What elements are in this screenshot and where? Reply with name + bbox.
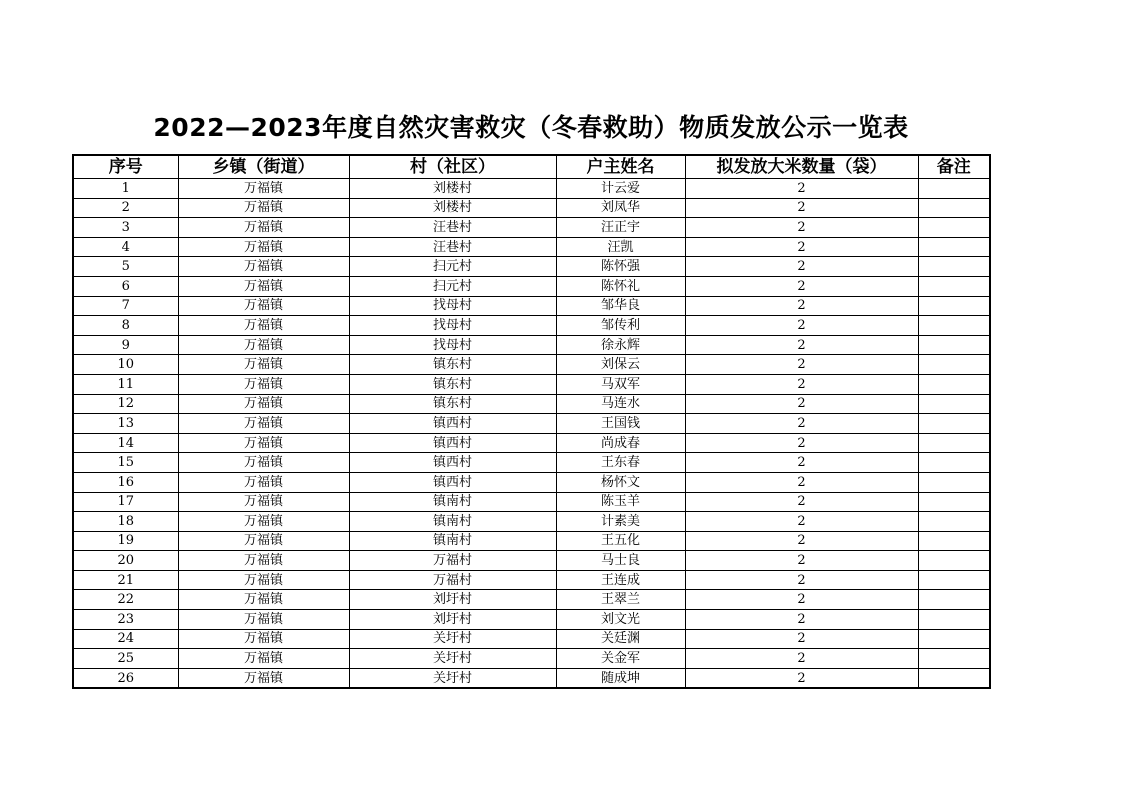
cell-householder: 王国钱 [556, 414, 685, 434]
cell-serial: 25 [73, 649, 178, 669]
cell-township: 万福镇 [178, 296, 349, 316]
cell-township: 万福镇 [178, 551, 349, 571]
cell-township: 万福镇 [178, 414, 349, 434]
table-row [73, 179, 990, 199]
cell-village: 镇东村 [349, 374, 556, 394]
cell-remarks [918, 453, 990, 473]
cell-rice-quantity: 2 [685, 472, 918, 492]
table-row [73, 531, 990, 551]
cell-township: 万福镇 [178, 218, 349, 238]
cell-village: 扫元村 [349, 257, 556, 277]
cell-remarks [918, 610, 990, 630]
cell-householder: 邹华良 [556, 296, 685, 316]
cell-village: 刘圩村 [349, 610, 556, 630]
table-row [73, 316, 990, 336]
cell-rice-quantity: 2 [685, 668, 918, 688]
cell-householder: 陈怀礼 [556, 276, 685, 296]
cell-rice-quantity: 2 [685, 551, 918, 571]
cell-township: 万福镇 [178, 531, 349, 551]
table-row [73, 394, 990, 414]
cell-rice-quantity: 2 [685, 394, 918, 414]
cell-householder: 关廷渊 [556, 629, 685, 649]
cell-remarks [918, 296, 990, 316]
cell-serial: 13 [73, 414, 178, 434]
cell-remarks [918, 668, 990, 688]
cell-householder: 刘保云 [556, 355, 685, 375]
cell-village: 镇东村 [349, 394, 556, 414]
cell-householder: 王连成 [556, 570, 685, 590]
cell-village: 镇西村 [349, 472, 556, 492]
cell-householder: 汪凯 [556, 237, 685, 257]
cell-township: 万福镇 [178, 668, 349, 688]
cell-township: 万福镇 [178, 453, 349, 473]
cell-rice-quantity: 2 [685, 316, 918, 336]
cell-serial: 19 [73, 531, 178, 551]
table-row [73, 257, 990, 277]
cell-village: 镇东村 [349, 355, 556, 375]
cell-householder: 关金军 [556, 649, 685, 669]
cell-remarks [918, 257, 990, 277]
cell-rice-quantity: 2 [685, 296, 918, 316]
cell-village: 刘圩村 [349, 590, 556, 610]
cell-village: 镇南村 [349, 531, 556, 551]
table-row [73, 649, 990, 669]
table-row [73, 570, 990, 590]
cell-householder: 随成坤 [556, 668, 685, 688]
cell-township: 万福镇 [178, 472, 349, 492]
table-row [73, 492, 990, 512]
cell-householder: 计素美 [556, 512, 685, 532]
table-row [73, 355, 990, 375]
table-row [73, 335, 990, 355]
cell-rice-quantity: 2 [685, 257, 918, 277]
table-body [73, 179, 990, 689]
table-row [73, 551, 990, 571]
cell-village: 找母村 [349, 296, 556, 316]
cell-remarks [918, 551, 990, 571]
cell-village: 关圩村 [349, 629, 556, 649]
cell-village: 镇西村 [349, 433, 556, 453]
page-title: 2022—2023年度自然灾害救灾（冬春救助）物质发放公示一览表 [153, 113, 909, 142]
cell-rice-quantity: 2 [685, 610, 918, 630]
cell-serial: 8 [73, 316, 178, 336]
cell-township: 万福镇 [178, 610, 349, 630]
cell-serial: 20 [73, 551, 178, 571]
cell-township: 万福镇 [178, 257, 349, 277]
distribution-table [72, 154, 991, 689]
table-row [73, 414, 990, 434]
cell-serial: 17 [73, 492, 178, 512]
header-serial: 序号 [73, 155, 178, 179]
cell-householder: 陈玉羊 [556, 492, 685, 512]
cell-remarks [918, 355, 990, 375]
cell-village: 镇西村 [349, 414, 556, 434]
cell-village: 扫元村 [349, 276, 556, 296]
cell-serial: 22 [73, 590, 178, 610]
cell-householder: 邹传利 [556, 316, 685, 336]
cell-township: 万福镇 [178, 355, 349, 375]
cell-village: 镇南村 [349, 512, 556, 532]
cell-remarks [918, 198, 990, 218]
cell-householder: 刘凤华 [556, 198, 685, 218]
cell-remarks [918, 590, 990, 610]
cell-serial: 12 [73, 394, 178, 414]
cell-village: 万福村 [349, 551, 556, 571]
cell-rice-quantity: 2 [685, 570, 918, 590]
cell-serial: 6 [73, 276, 178, 296]
cell-village: 汪巷村 [349, 218, 556, 238]
cell-remarks [918, 335, 990, 355]
cell-remarks [918, 218, 990, 238]
cell-rice-quantity: 2 [685, 276, 918, 296]
table-row [73, 472, 990, 492]
table-row [73, 629, 990, 649]
cell-rice-quantity: 2 [685, 492, 918, 512]
header-householder: 户主姓名 [556, 155, 685, 179]
header-township: 乡镇（街道） [178, 155, 349, 179]
cell-householder: 陈怀强 [556, 257, 685, 277]
cell-remarks [918, 374, 990, 394]
table-header-row [73, 155, 990, 179]
cell-householder: 杨怀文 [556, 472, 685, 492]
cell-householder: 王五化 [556, 531, 685, 551]
cell-householder: 王翠兰 [556, 590, 685, 610]
cell-serial: 23 [73, 610, 178, 630]
cell-remarks [918, 316, 990, 336]
cell-rice-quantity: 2 [685, 414, 918, 434]
cell-village: 镇南村 [349, 492, 556, 512]
cell-rice-quantity: 2 [685, 218, 918, 238]
cell-village: 刘楼村 [349, 179, 556, 199]
cell-remarks [918, 414, 990, 434]
cell-serial: 5 [73, 257, 178, 277]
cell-township: 万福镇 [178, 394, 349, 414]
cell-rice-quantity: 2 [685, 355, 918, 375]
table-row [73, 668, 990, 688]
cell-village: 找母村 [349, 335, 556, 355]
cell-householder: 徐永辉 [556, 335, 685, 355]
cell-village: 刘楼村 [349, 198, 556, 218]
cell-householder: 马双军 [556, 374, 685, 394]
cell-remarks [918, 179, 990, 199]
cell-township: 万福镇 [178, 512, 349, 532]
cell-remarks [918, 237, 990, 257]
table-row [73, 590, 990, 610]
cell-serial: 2 [73, 198, 178, 218]
cell-rice-quantity: 2 [685, 649, 918, 669]
cell-householder: 马士良 [556, 551, 685, 571]
cell-township: 万福镇 [178, 492, 349, 512]
header-remarks: 备注 [918, 155, 990, 179]
cell-township: 万福镇 [178, 649, 349, 669]
cell-remarks [918, 492, 990, 512]
cell-remarks [918, 472, 990, 492]
cell-village: 关圩村 [349, 668, 556, 688]
table-row [73, 237, 990, 257]
cell-rice-quantity: 2 [685, 179, 918, 199]
cell-serial: 21 [73, 570, 178, 590]
cell-serial: 1 [73, 179, 178, 199]
cell-village: 镇西村 [349, 453, 556, 473]
cell-rice-quantity: 2 [685, 453, 918, 473]
table-row [73, 453, 990, 473]
cell-serial: 24 [73, 629, 178, 649]
cell-township: 万福镇 [178, 335, 349, 355]
cell-village: 找母村 [349, 316, 556, 336]
table-row [73, 218, 990, 238]
table-row [73, 433, 990, 453]
cell-rice-quantity: 2 [685, 629, 918, 649]
cell-householder: 计云爱 [556, 179, 685, 199]
table-row [73, 610, 990, 630]
cell-serial: 10 [73, 355, 178, 375]
cell-householder: 王东春 [556, 453, 685, 473]
cell-serial: 26 [73, 668, 178, 688]
cell-remarks [918, 433, 990, 453]
table-row [73, 512, 990, 532]
cell-serial: 3 [73, 218, 178, 238]
cell-rice-quantity: 2 [685, 433, 918, 453]
cell-village: 汪巷村 [349, 237, 556, 257]
cell-rice-quantity: 2 [685, 374, 918, 394]
cell-township: 万福镇 [178, 179, 349, 199]
cell-township: 万福镇 [178, 316, 349, 336]
cell-rice-quantity: 2 [685, 590, 918, 610]
cell-serial: 9 [73, 335, 178, 355]
cell-township: 万福镇 [178, 374, 349, 394]
cell-serial: 14 [73, 433, 178, 453]
table-row [73, 198, 990, 218]
cell-remarks [918, 570, 990, 590]
cell-rice-quantity: 2 [685, 198, 918, 218]
cell-householder: 马连水 [556, 394, 685, 414]
cell-serial: 11 [73, 374, 178, 394]
cell-remarks [918, 629, 990, 649]
table-row [73, 296, 990, 316]
cell-rice-quantity: 2 [685, 531, 918, 551]
cell-rice-quantity: 2 [685, 512, 918, 532]
cell-village: 关圩村 [349, 649, 556, 669]
cell-township: 万福镇 [178, 198, 349, 218]
cell-remarks [918, 394, 990, 414]
cell-township: 万福镇 [178, 629, 349, 649]
cell-remarks [918, 531, 990, 551]
header-village: 村（社区） [349, 155, 556, 179]
cell-serial: 15 [73, 453, 178, 473]
cell-serial: 18 [73, 512, 178, 532]
cell-householder: 刘文光 [556, 610, 685, 630]
cell-remarks [918, 512, 990, 532]
table-row [73, 276, 990, 296]
cell-township: 万福镇 [178, 237, 349, 257]
cell-householder: 尚成春 [556, 433, 685, 453]
cell-serial: 4 [73, 237, 178, 257]
cell-village: 万福村 [349, 570, 556, 590]
cell-township: 万福镇 [178, 276, 349, 296]
cell-serial: 16 [73, 472, 178, 492]
cell-remarks [918, 276, 990, 296]
cell-township: 万福镇 [178, 433, 349, 453]
header-rice-quantity: 拟发放大米数量（袋） [685, 155, 918, 179]
cell-serial: 7 [73, 296, 178, 316]
cell-householder: 汪正宇 [556, 218, 685, 238]
cell-township: 万福镇 [178, 590, 349, 610]
cell-township: 万福镇 [178, 570, 349, 590]
cell-rice-quantity: 2 [685, 237, 918, 257]
table-row [73, 374, 990, 394]
cell-rice-quantity: 2 [685, 335, 918, 355]
cell-remarks [918, 649, 990, 669]
